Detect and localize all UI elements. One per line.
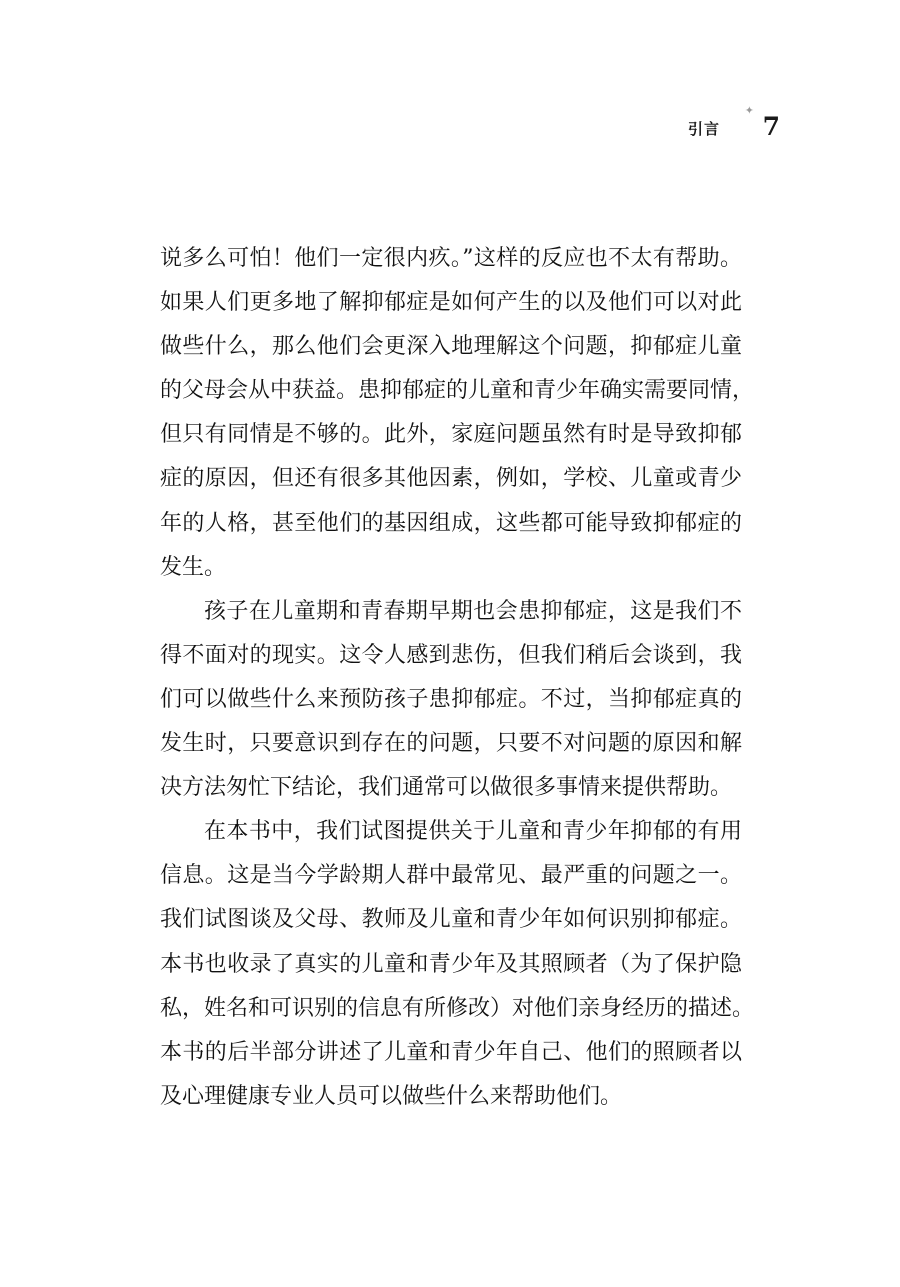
paragraph-2-line: 们可以做些什么来预防孩子患抑郁症。不过，当抑郁症真的 (160, 686, 742, 712)
paragraph-3-line: 本书也收录了真实的儿童和青少年及其照顾者（为了保护隐 (160, 951, 742, 977)
paragraph-2-line: 决方法匆忙下结论，我们通常可以做很多事情来提供帮助。 (160, 775, 733, 801)
paragraph-3-line: 本书的后半部分讲述了儿童和青少年自己、他们的照顾者以 (160, 1039, 742, 1065)
paragraph-1-line: 做些什么，那么他们会更深入地理解这个问题，抑郁症儿童 (160, 334, 742, 360)
paragraph-3-line: 信息。这是当今学龄期人群中最常见、最严重的问题之一。 (160, 863, 742, 889)
paragraph-2-line: 发生时，只要意识到存在的问题，只要不对问题的原因和解 (160, 731, 742, 757)
paragraph-3-line: 私，姓名和可识别的信息有所修改）对他们亲身经历的描述。 (160, 995, 755, 1021)
paragraph-1-line: 症的原因，但还有很多其他因素，例如，学校、儿童或青少 (160, 466, 742, 492)
page-number: 7 (762, 112, 780, 141)
paragraph-1-line: 说多么可怕！他们一定很内疚。”这样的反应也不太有帮助。 (160, 246, 742, 271)
paragraph-2-line: 孩子在儿童期和青春期早期也会患抑郁症，这是我们不 (204, 598, 742, 624)
paragraph-1-line: 的父母会从中获益。患抑郁症的儿童和青少年确实需要同情， (160, 378, 755, 404)
paragraph-3-line: 在本书中，我们试图提供关于儿童和青少年抑郁的有用 (204, 819, 742, 845)
paragraph-3-line: 及心理健康专业人员可以做些什么来帮助他们。 (160, 1083, 623, 1109)
paragraph-2-line: 得不面对的现实。这令人感到悲伤，但我们稍后会谈到，我 (160, 642, 742, 668)
paragraph-1-line: 年的人格，甚至他们的基因组成，这些都可能导致抑郁症的 (160, 510, 742, 536)
body-text (160, 237, 755, 1119)
paragraph-1-line: 但只有同情是不够的。此外，家庭问题虽然有时是导致抑郁 (160, 422, 742, 448)
section-title: 引言 (687, 120, 720, 138)
sparkle-icon: ✦ (744, 104, 754, 117)
paragraph-3-line: 我们试图谈及父母、教师及儿童和青少年如何识别抑郁症。 (160, 907, 742, 933)
paragraph-1-line: 如果人们更多地了解抑郁症是如何产生的以及他们可以对此 (160, 290, 742, 316)
paragraph-1-line: 发生。 (160, 554, 227, 580)
